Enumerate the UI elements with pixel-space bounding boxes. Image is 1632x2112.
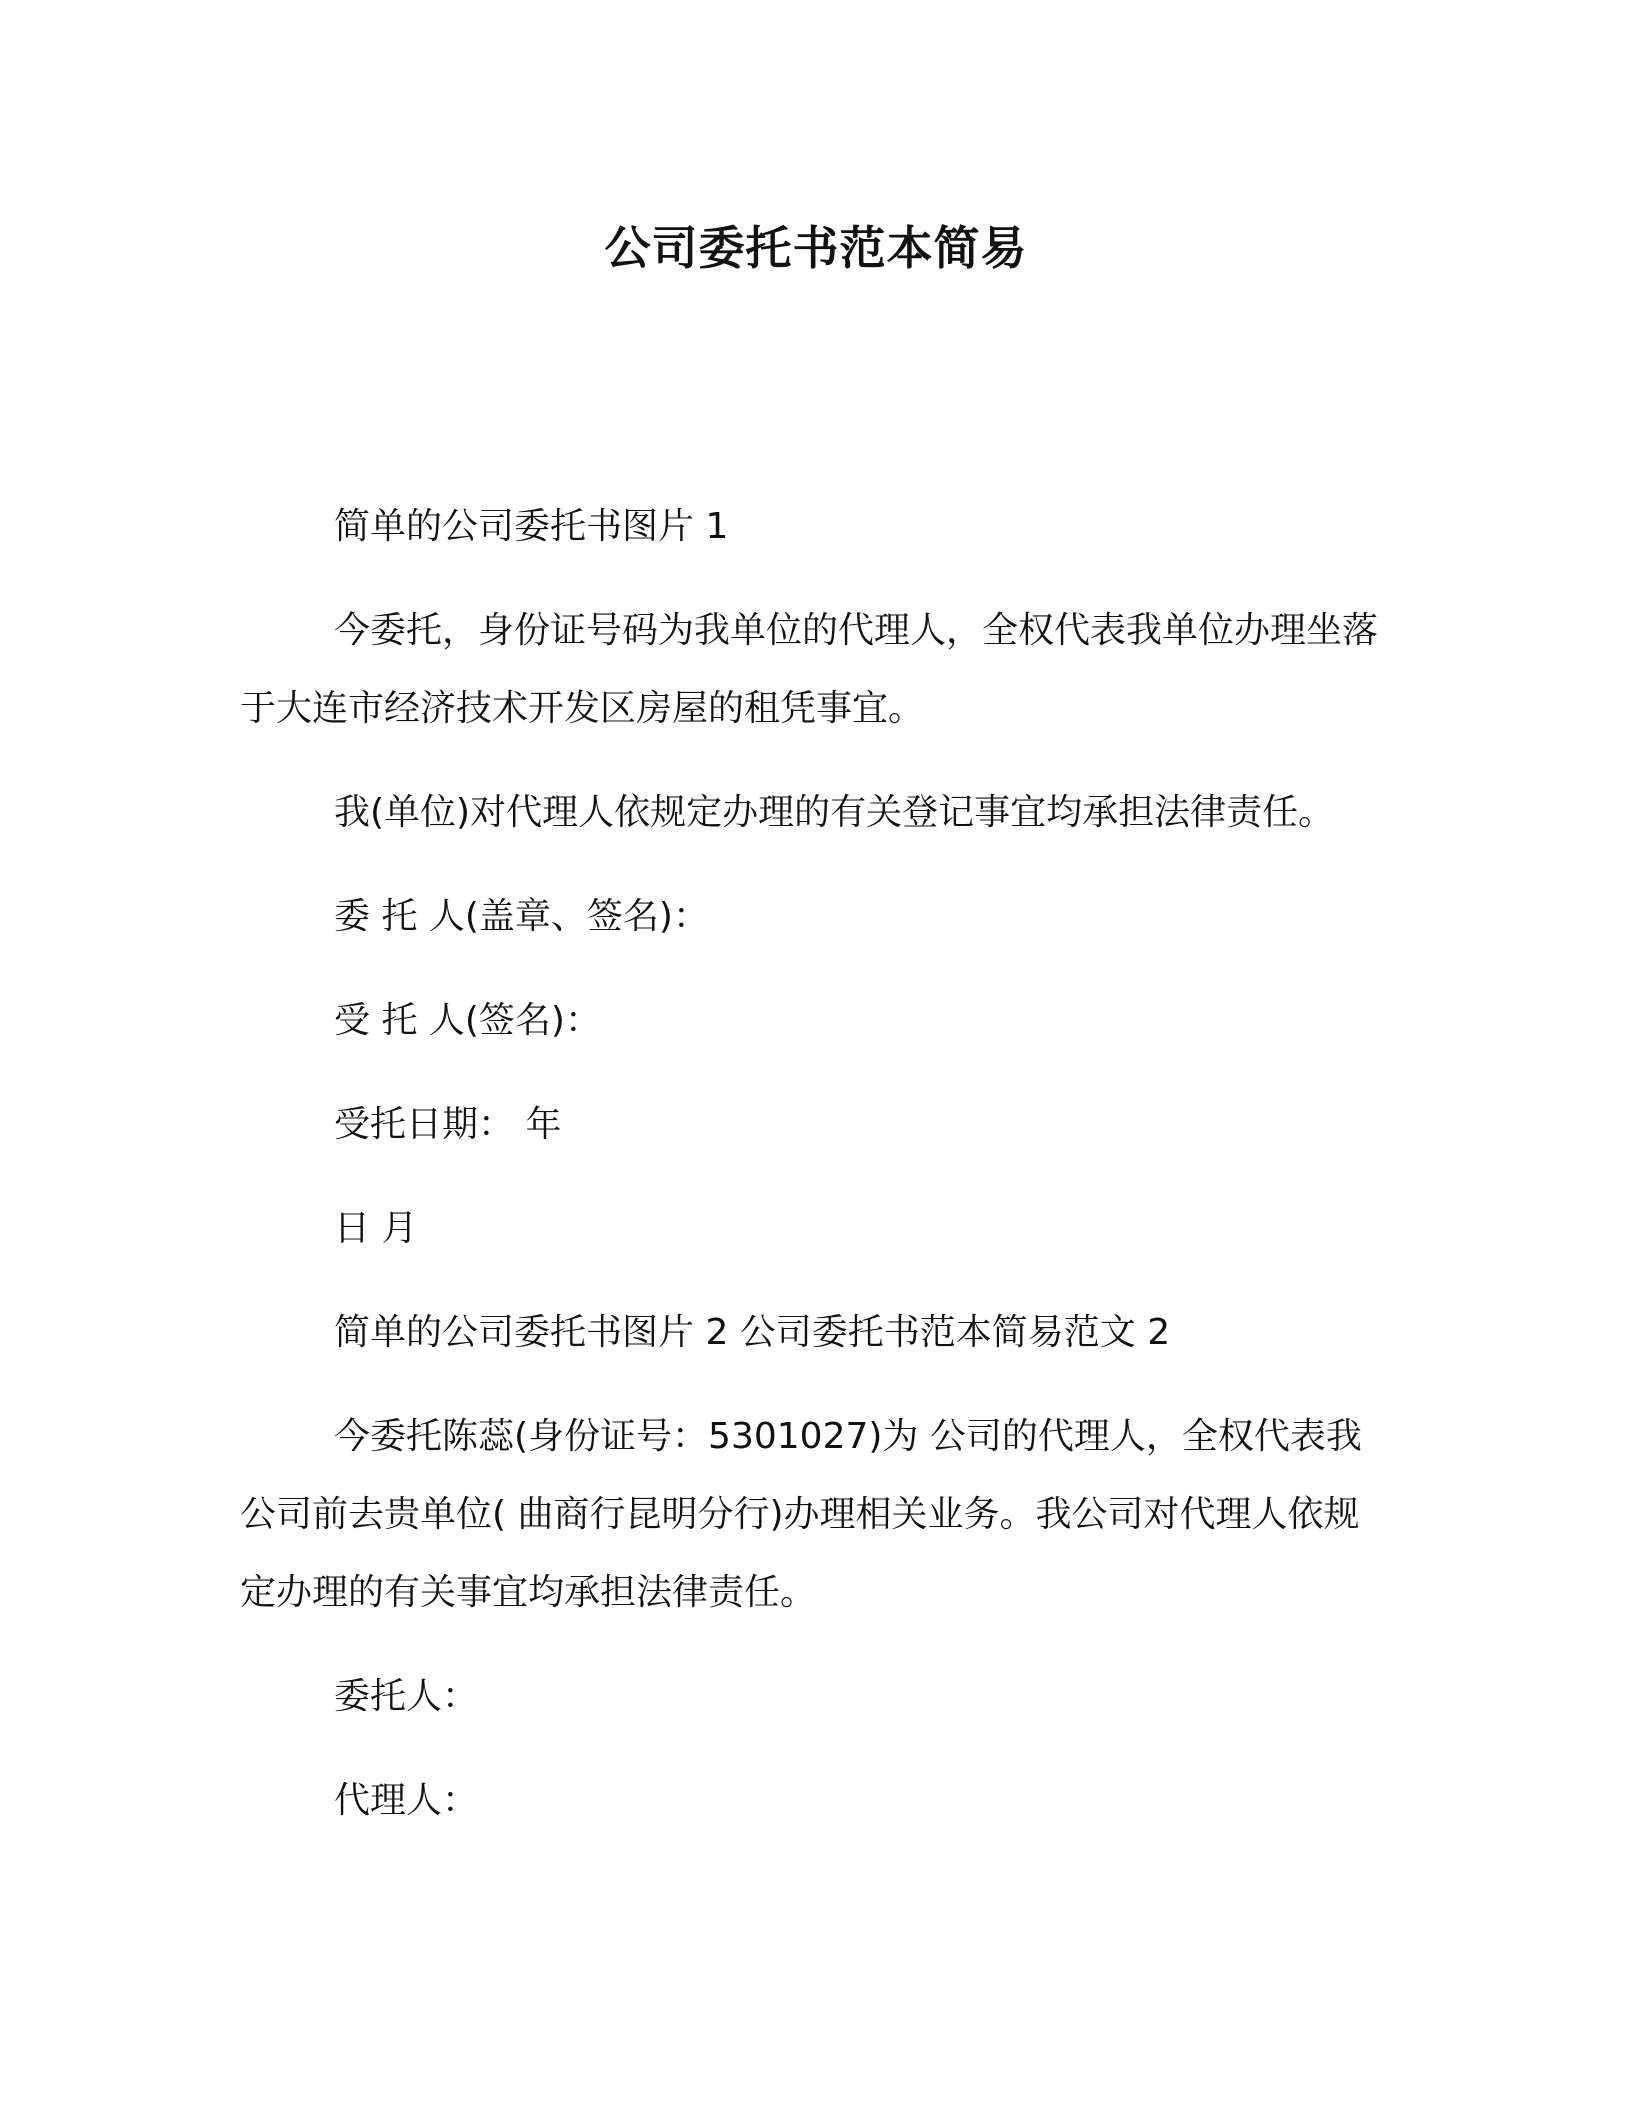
paragraph-principal-signature: 委 托 人(盖章、签名)： (334, 896, 709, 937)
paragraph-principal: 委托人： (334, 1676, 479, 1717)
paragraph-image-1-heading: 简单的公司委托书图片 1 (334, 506, 729, 547)
paragraph-agent-signature: 受 托 人(签名)： (334, 1000, 601, 1041)
paragraph-entrust-statement-2: 今委托陈蕊(身份证号：5301027)为 公司的代理人，全权代表我公司前去贵单位( 曲商行昆明分行)办理相关业务。我公司对代理人依规定办理的有关事宜均承担法律责任。 (240, 1416, 1362, 1613)
paragraph-agent: 代理人： (334, 1780, 479, 1821)
document-body (240, 488, 1380, 1866)
paragraph-entrust-statement: 今委托，身份证号码为我单位的代理人，全权代表我单位办理坐落于大连市经济技术开发区房屋的租凭事宜。 (240, 610, 1379, 729)
paragraph-liability: 我(单位)对代理人依规定办理的有关登记事宜均承担法律责任。 (334, 792, 1335, 833)
paragraph-image-2-heading: 简单的公司委托书图片 2 公司委托书范本简易范文 2 (334, 1312, 1171, 1353)
paragraph-entrust-date: 受托日期： 年 (334, 1104, 562, 1145)
paragraph-day-month: 日 月 (334, 1208, 418, 1249)
document-title: 公司委托书范本简易 (604, 221, 1028, 275)
